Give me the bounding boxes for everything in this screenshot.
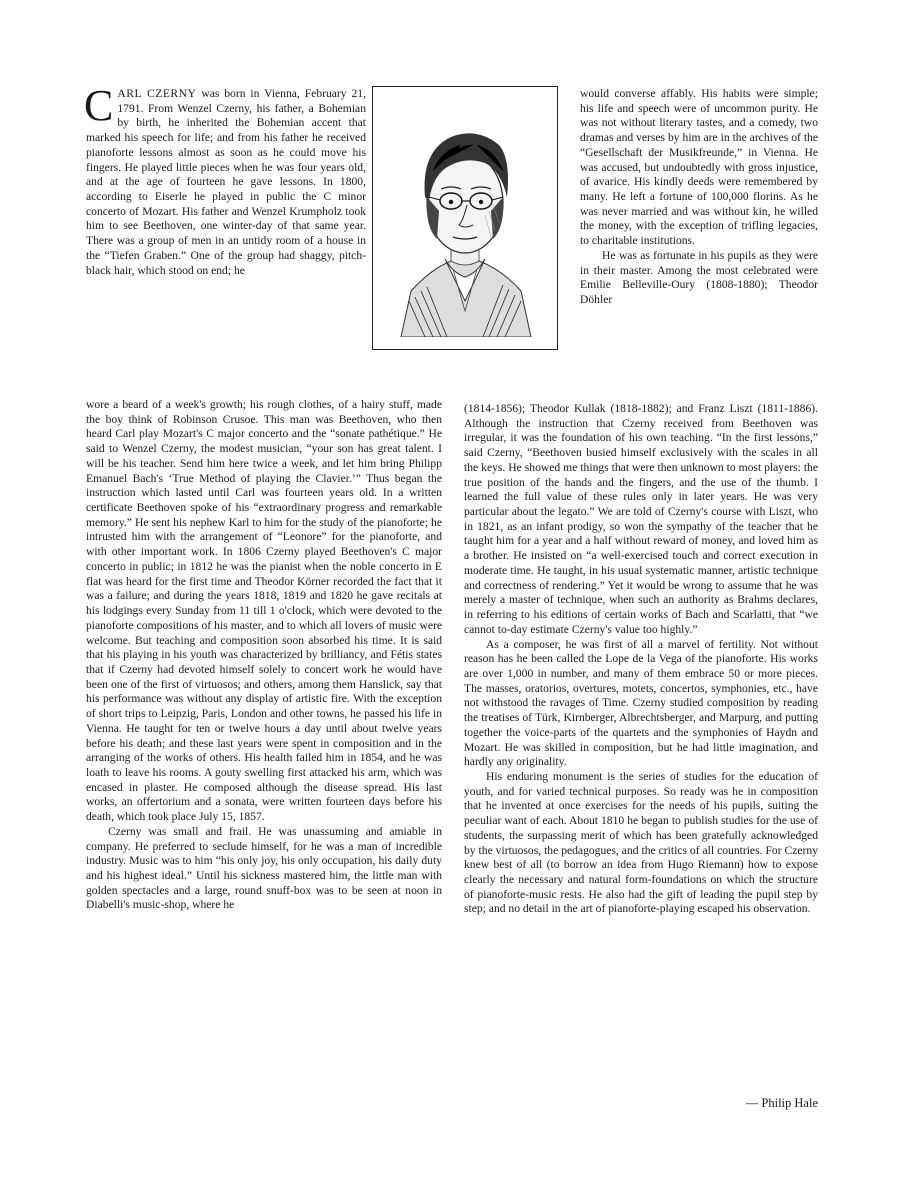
left-column-top	[84, 81, 366, 278]
opening-paragraph	[84, 81, 366, 278]
paragraph-beethoven: wore a beard of a week's growth; his rough clothes, of a hairy stuff, made the boy think of Robinson Crusoe. This man was Beethoven, who then heard Carl play Mozart's C major concerto and the “sonate pathétique.” He said to Wenzel Czerny, the modest musician, “your son has great talent. I will be his teacher. Send him here twice a week, and let him bring Philipp Emanuel Bach's ‘True Method of playing the Clavier.’” Thus began the instruction which lasted until Carl was fourteen years old. In a written certificate Beethoven spoke of his “extraordinary progress and remarkable memory.” He sent his nephew Karl to him for the study of the pianoforte; he intrusted him with the arrangement of “Leonore” for the pianoforte, and with other important work. In 1806 Czerny played Beethoven's C major concerto in public; in 1812 he was the pianist when the noble concerto in E flat was heard for the first time and Theodor Körner recorded the fact that it was a failure; and during the years 1818, 1819 and 1820 he gave recitals at his lodgings every Sunday from 11 till 1 o'clock, which were devoted to the pianoforte compositions of his master, and to which all lovers of music were welcome. But teaching and composition soon absorbed his time. It is said that his playing in his youth was characterized by brilliancy, and Fétis states that if Czerny had devoted himself solely to concert work he would have been one of the first of virtuosos; and others, among them Hanslick, say that his performance was without any display of artistic fire. With the exception of short trips to Leipzig, Paris, London and other towns, he passed his life in Vienna. He taught for ten or twelve hours a day until about twelve years before his death; and these last years were spent in composition and in the arranging of the works of others. His health failed him in 1854, and he was loath to leave his rooms. A gouty swelling first attacked his arm, which was encased in plaster. He composed although the disease spread. His last works, an offertorium and a sonata, were written fourteen days before his death, which took place July 15, 1857.	[86, 398, 442, 824]
right-column-top	[580, 87, 818, 308]
subject-name: ARL CZERNY	[117, 87, 197, 100]
paragraph-studies: His enduring monument is the series of studies for the education of youth, and for varied technical purposes. So ready was he in composition that he invented at once exercises for the needs of his pupils, suiting the peculiar want of each. About 1810 he began to publish studies for the use of students, the surpassing merit of which has been gratefully acknowledged by the virtuosos, the pedagogues, and the critics of all countries. For Czerny knew best of all (to borrow an idea from Hugo Riemann) how to expose clearly the necessary and natural form-foundations on which the structure of pianoforte-music rests. He also had the gift of leading the pupil step by step; and no detail in the art of pianoforte-playing escaped his observation.	[464, 769, 818, 916]
paragraph-habits: would converse affably. His habits were simple; his life and speech were of uncommon purity. He was not without literary tastes, and a comedy, two dramas and verses by him are in the archives of the “Gesellschaft der Musikfreunde,” in Vienna. He was accused, but undoubtedly with gross injustice, of avarice. His kindly deeds were remembered by many. He left a fortune of 100,000 florins. As he was never married and was without kin, he willed the money, with the exception of trifling legacies, to charitable institutions.	[580, 87, 818, 248]
left-column-main	[86, 398, 442, 913]
paragraph-composer: As a composer, he was first of all a marvel of fertility. Not without reason has he been called the Lope de la Vega of the pianoforte. His works are over 1,000 in number, and many of them embrace 50 or more pieces. The masses, oratorios, overtures, motets, concertos, symphonies, etc., have not withstood the ravages of Time. Czerny studied composition by reading the treatises of Türk, Kirnberger, Albrechtsberger, and Marpurg, and putting together the voice-parts of the quartets and the symphonies of Haydn and Mozart. He was skilled in composition, but he had little imagination, and hardly any originality.	[464, 637, 818, 769]
portrait-frame	[372, 86, 558, 350]
paragraph-pupils: (1814-1856); Theodor Kullak (1818-1882); and Franz Liszt (1811-1886). Although the instruction that Czerny received from Beethoven was irregular, it was the foundation of his own teaching. “In the first lessons,” said Czerny, “Beethoven busied himself exclusively with the scales in all the keys. He showed me things that were then unknown to most players: the true position of the hands and the fingers, and the use of the thumb. I learned the full value of these rules only in later years. He was very particular about the legato.” We are told of Czerny's course with Liszt, who in 1821, as an infant prodigy, so won the sympathy of the teacher that he taught him for a year and a half without reward of money, and loved him as a brother. He insisted on “a well-exercised touch and correct execution in moderate time. He taught, in his usual systematic manner, artistic technique and correctness of rendering.” Yet it would be wrong to assume that he was merely a master of technique, when such an authority as Brahms declares, in referring to his editions of certain works of Bach and Scarlatti, that “we cannot to-day estimate Czerny's value too highly.”	[464, 402, 818, 636]
right-column-main	[464, 402, 818, 917]
czerny-portrait-engraving	[381, 101, 549, 337]
paragraph-pupils-start: He was as fortunate in his pupils as they were in their master. Among the most celebrated were Emilie Belleville-Oury (1808-1880); Theodor Döhler	[580, 248, 818, 307]
opening-text: was born in Vienna, February 21, 1791. From Wenzel Czerny, his father, a Bohemian by birth, he inherited the Bohemian accent that marked his speech for life; and from his father he received pianoforte lessons almost as soon as he could move his fingers. He played little pieces when he was four years old, and at the age of fourteen he gave lessons. In 1800, according to Eiserle he played in public the C minor concerto of Mozart. His father and Wenzel Krumpholz took him to see Beethoven, one winter-day of that same year. There was a group of men in an untidy room of a house in the “Tiefen Graben.” One of the group had shaggy, pitch-black hair, which stood on end; he	[86, 87, 366, 277]
paragraph-character: Czerny was small and frail. He was unassuming and amiable in company. He preferred to seclude himself, for he was a man of incredible industry. Music was to him “his only joy, his only occupation, his daily duty and his highest ideal.” Until his sickness mastered him, the little man with golden spectacles and a large, round snuff-box was to be seen at noon in Diabelli's music-shop, where he	[86, 824, 442, 912]
drop-cap: C	[84, 81, 114, 130]
author-signature: — Philip Hale	[745, 1096, 818, 1110]
